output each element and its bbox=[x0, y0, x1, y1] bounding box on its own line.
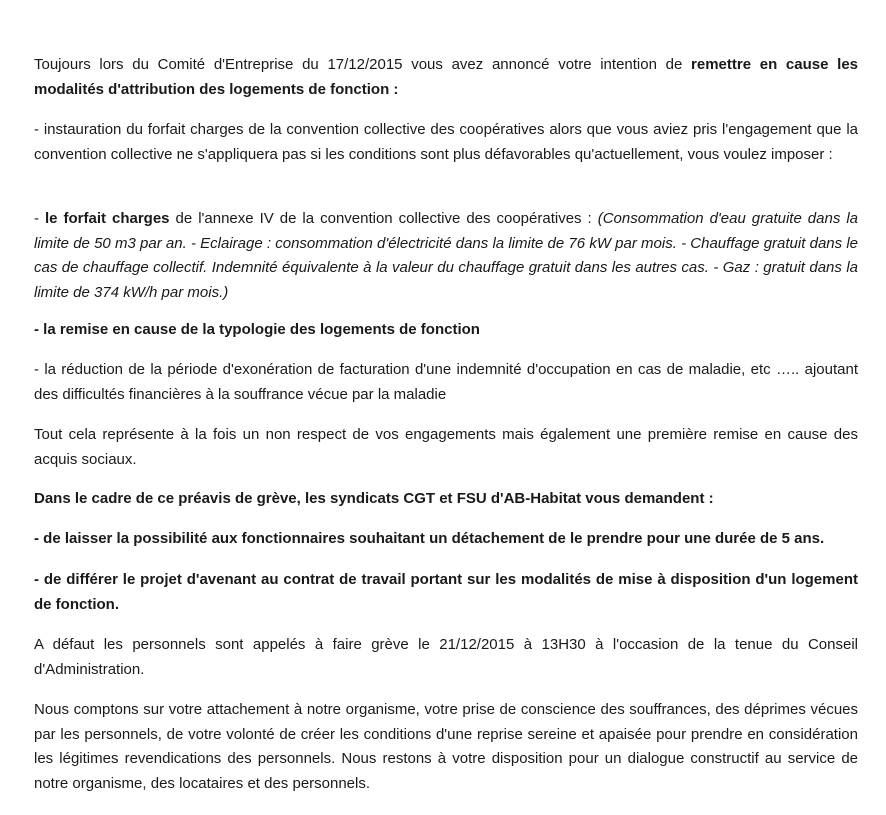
paragraph-preavis-demandes: Dans le cadre de ce préavis de grève, les syndicats CGT et FSU d'AB-Habitat vous demandent : bbox=[34, 490, 714, 507]
paragraph-typologie: - la remise en cause de la typologie des logements de fonction bbox=[34, 321, 480, 338]
paragraph-ce-announcement bbox=[34, 53, 858, 102]
paragraph-ce-announcement-text: Toujours lors du Comité d'Entreprise du 17/12/2015 vous avez annoncé votre intention de bbox=[34, 56, 692, 73]
paragraph-conclusion: Nous comptons sur votre attachement à notre organisme, votre prise de conscience des souffrances, des déprimes vécues par les personnels, de votre volonté de créer les conditions d'une reprise sereine et apaisée pour prendre en considération les légitimes revendications des personnels. Nous restons à votre disposition pour un dialogue constructif au service de notre organisme, des locataires et des personnels. bbox=[34, 701, 858, 792]
forfait-charges-annex: de l'annexe IV de la convention collective des coopératives : bbox=[169, 210, 598, 227]
forfait-charges-label: le forfait charges bbox=[45, 210, 170, 227]
paragraph-avenant: - de différer le projet d'avenant au contrat de travail portant sur les modalités de mise à disposition d'un logement de fonction. bbox=[34, 571, 858, 613]
paragraph-forfait-charges-intro: - instauration du forfait charges de la convention collective des coopératives alors que vous aviez pris l'engagement que la convention collective ne s'appliquera pas si les conditions sont plus défavorables qu'actuellement, vous voulez imposer : bbox=[34, 121, 858, 163]
paragraph-detachement: - de laisser la possibilité aux fonctionnaires souhaitant un détachement de le prendre pour une durée de 5 ans. bbox=[34, 530, 825, 547]
paragraph-ce-announcement-bold: remettre en cause les modalités d'attribution des logements de fonction : bbox=[34, 56, 858, 98]
paragraph-engagements: Tout cela représente à la fois un non respect de vos engagements mais également une première remise en cause des acquis sociaux. bbox=[34, 426, 858, 468]
paragraph-exoneration: - la réduction de la période d'exonération de facturation d'une indemnité d'occupation en cas de maladie, etc ….. ajoutant des difficultés financières à la souffrance vécue par la maladie bbox=[34, 361, 858, 403]
forfait-dash: - bbox=[34, 210, 45, 227]
paragraph-greve: A défaut les personnels sont appelés à faire grève le 21/12/2015 à 13H30 à l'occasion de la tenue du Conseil d'Administration. bbox=[34, 636, 858, 678]
paragraph-forfait-charges-detail bbox=[34, 207, 858, 305]
forfait-charges-conditions: (Consommation d'eau gratuite dans la limite de 50 m3 par an. - Eclairage : consommation d'électricité dans la limite de 76 kW par mois. - Chauffage gratuit dans le cas de chauffage collectif. Indemnité équivalente à la valeur du chauffage gratuit dans les autres cas. - Gaz : gratuit dans la limite de 374 kW/h par mois.) bbox=[34, 210, 859, 301]
